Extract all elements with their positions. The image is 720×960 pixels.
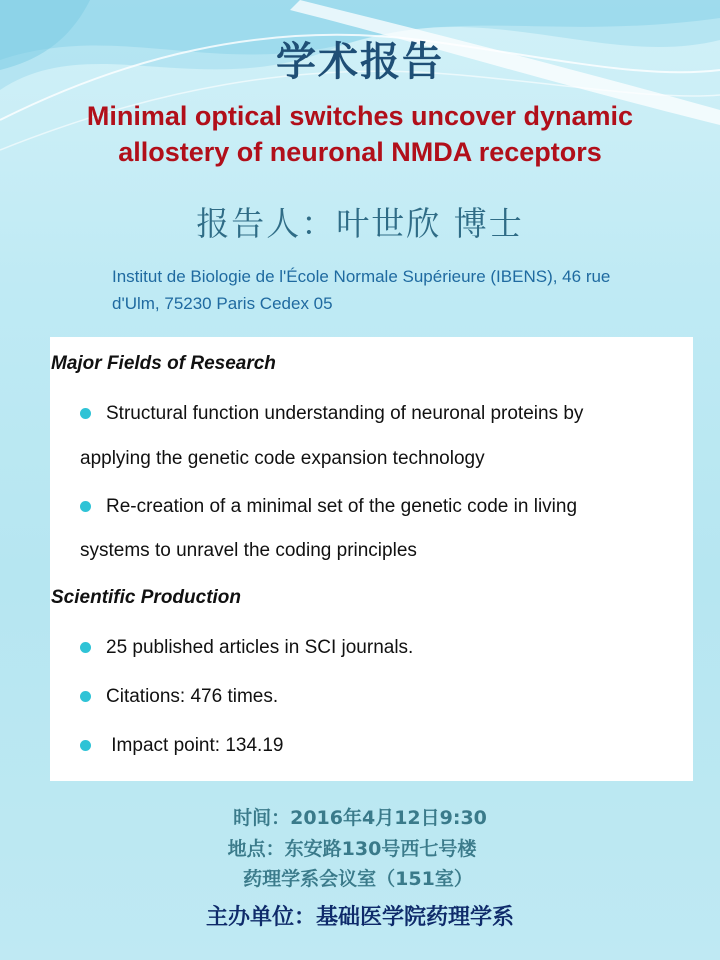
bullet-dot-icon — [80, 740, 91, 751]
speaker-affiliation — [112, 263, 687, 317]
header-title: 学术报告 — [276, 39, 444, 85]
list-item-text: Structural function understanding of neuronal proteins by — [106, 403, 584, 424]
event-place-line2: 药理学系会议室（151室） — [243, 868, 473, 890]
event-time: 时间：2016年4月12日9:30 — [233, 807, 487, 829]
list-item-text-continued: applying the genetic code expansion technology — [80, 448, 485, 469]
production-heading: Scientific Production — [51, 587, 242, 608]
list-item-text: 25 published articles in SCI journals. — [106, 637, 414, 658]
bullet-dot-icon — [80, 501, 91, 512]
list-item-text: Citations: 476 times. — [106, 686, 279, 707]
event-place-line1: 地点：东安路130号西七号楼 — [227, 838, 477, 860]
list-item-text: Impact point: 134.19 — [106, 735, 284, 756]
research-heading: Major Fields of Research — [51, 353, 276, 374]
profile-panel — [50, 337, 693, 781]
talk-title-line1: Minimal optical switches uncover dynamic — [86, 101, 634, 131]
talk-title — [40, 98, 680, 170]
affiliation-line1: Institut de Biologie de l'École Normale Supérieure (IBENS), 46 rue — [112, 267, 611, 286]
organizer: 主办单位：基础医学院药理学系 — [205, 904, 514, 930]
speaker-label: 报告人：叶世欣 博士 — [196, 204, 524, 243]
list-item-text-continued: systems to unravel the coding principles — [80, 540, 417, 561]
bullet-dot-icon — [80, 691, 91, 702]
bullet-dot-icon — [80, 642, 91, 653]
list-item-text: Re-creation of a minimal set of the genetic code in living — [106, 496, 578, 517]
talk-title-line2: allostery of neuronal NMDA receptors — [118, 137, 602, 167]
bullet-dot-icon — [80, 408, 91, 419]
affiliation-line2: d'Ulm, 75230 Paris Cedex 05 — [112, 294, 333, 313]
